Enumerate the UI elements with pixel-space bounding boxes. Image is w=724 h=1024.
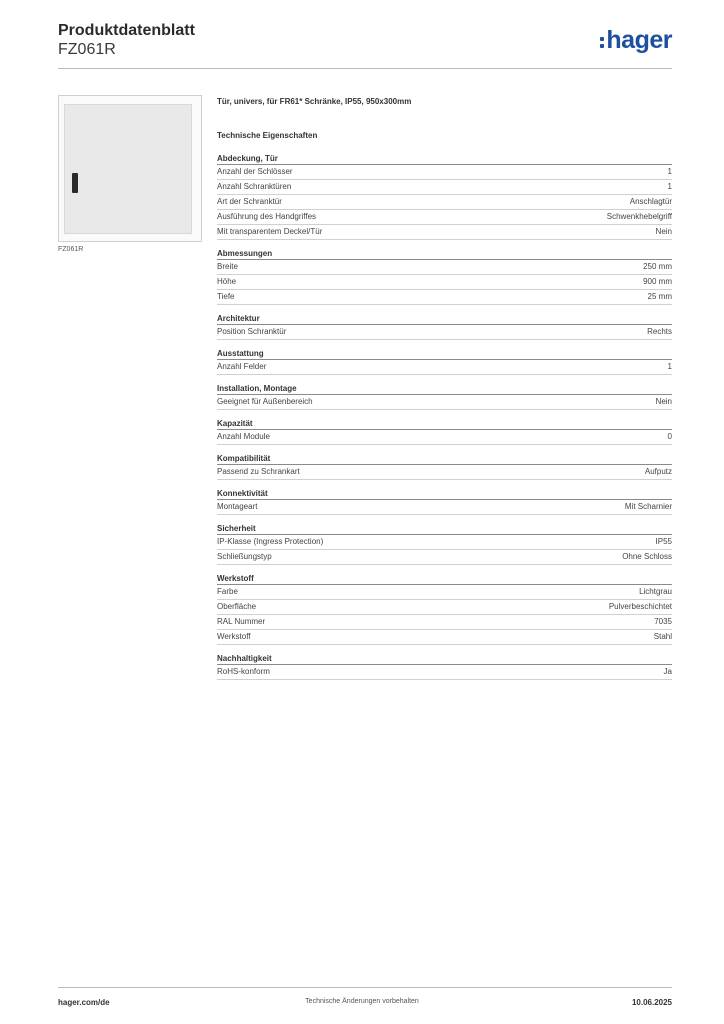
spec-row: [217, 665, 672, 680]
spec-row: [217, 500, 672, 515]
spec-row: [217, 585, 672, 600]
spec-value: 25 mm: [647, 292, 672, 301]
spec-label: Schließungstyp: [217, 552, 272, 561]
spec-label: Geeignet für Außenbereich: [217, 397, 313, 406]
spec-value: Nein: [655, 397, 672, 406]
spec-value: Lichtgrau: [639, 587, 672, 596]
spec-section: [217, 524, 672, 565]
logo-dots-icon: [600, 37, 604, 48]
spec-value: 1: [667, 182, 672, 191]
header-divider: [58, 68, 672, 69]
spec-value: Rechts: [647, 327, 672, 336]
spec-row: [217, 180, 672, 195]
spec-label: Montageart: [217, 502, 258, 511]
product-code: FZ061R: [58, 41, 116, 58]
spec-row: [217, 550, 672, 565]
section-title: Abmessungen: [217, 249, 672, 260]
spec-row: [217, 360, 672, 375]
spec-label: Oberfläche: [217, 602, 257, 611]
spec-label: Anzahl Module: [217, 432, 270, 441]
spec-row: [217, 465, 672, 480]
spec-label: Position Schranktür: [217, 327, 287, 336]
door-handle-icon: [72, 173, 78, 193]
spec-label: RAL Nummer: [217, 617, 266, 626]
spec-label: RoHS-konform: [217, 667, 270, 676]
spec-value: 1: [667, 167, 672, 176]
spec-value: Stahl: [653, 632, 672, 641]
spec-row: [217, 395, 672, 410]
spec-value: Aufputz: [644, 467, 672, 476]
section-title: Nachhaltigkeit: [217, 654, 672, 665]
spec-section: [217, 154, 672, 240]
section-title: Kapazität: [217, 419, 672, 430]
spec-value: 250 mm: [643, 262, 672, 271]
spec-value: Ohne Schloss: [622, 552, 672, 561]
spec-value: Schwenkhebelgriff: [606, 212, 672, 221]
document-title: Produktdatenblatt: [58, 22, 195, 39]
spec-value: 1: [667, 362, 672, 371]
spec-value: Anschlagtür: [629, 197, 672, 206]
spec-label: Farbe: [217, 587, 238, 596]
spec-section: [217, 489, 672, 515]
spec-section: [217, 249, 672, 305]
footer-date: 10.06.2025: [631, 998, 672, 1007]
section-title: Kompatibilität: [217, 454, 672, 465]
spec-section: [217, 454, 672, 480]
spec-value: IP55: [655, 537, 672, 546]
spec-value: Mit Scharnier: [624, 502, 672, 511]
footer-divider: [58, 987, 672, 988]
spec-label: Anzahl Felder: [217, 362, 267, 371]
spec-value: Pulverbeschichtet: [608, 602, 672, 611]
spec-label: Mit transparentem Deckel/Tür: [217, 227, 323, 236]
spec-row: [217, 195, 672, 210]
spec-label: Höhe: [217, 277, 237, 286]
product-image: [58, 95, 202, 242]
page-header: [58, 22, 672, 70]
spec-row: [217, 260, 672, 275]
spec-row: [217, 290, 672, 305]
spec-label: Ausführung des Handgriffes: [217, 212, 317, 221]
technical-properties-heading: Technische Eigenschaften: [217, 131, 318, 140]
spec-section: [217, 654, 672, 680]
door-panel-illustration: [64, 104, 192, 234]
image-caption: FZ061R: [58, 246, 84, 253]
section-title: Installation, Montage: [217, 384, 672, 395]
spec-row: [217, 165, 672, 180]
hager-logo: [600, 28, 672, 53]
spec-label: Tiefe: [217, 292, 235, 301]
footer-website: hager.com/de: [58, 998, 110, 1007]
spec-section: [217, 574, 672, 645]
spec-label: IP-Klasse (Ingress Protection): [217, 537, 324, 546]
spec-row: [217, 535, 672, 550]
spec-row: [217, 600, 672, 615]
spec-value: 7035: [654, 617, 672, 626]
spec-label: Art der Schranktür: [217, 197, 282, 206]
spec-section: [217, 419, 672, 445]
section-title: Architektur: [217, 314, 672, 325]
section-title: Ausstattung: [217, 349, 672, 360]
spec-value: 900 mm: [643, 277, 672, 286]
section-title: Abdeckung, Tür: [217, 154, 672, 165]
spec-row: [217, 325, 672, 340]
specification-sections: [217, 154, 672, 680]
section-title: Sicherheit: [217, 524, 672, 535]
spec-row: [217, 275, 672, 290]
spec-row: [217, 430, 672, 445]
spec-row: [217, 615, 672, 630]
spec-row: [217, 630, 672, 645]
spec-label: Werkstoff: [217, 632, 251, 641]
spec-label: Anzahl Schranktüren: [217, 182, 292, 191]
spec-section: [217, 384, 672, 410]
section-title: Konnektivität: [217, 489, 672, 500]
spec-label: Passend zu Schrankart: [217, 467, 300, 476]
spec-row: [217, 225, 672, 240]
spec-value: 0: [667, 432, 672, 441]
spec-value: Ja: [663, 667, 672, 676]
spec-section: [217, 314, 672, 340]
spec-section: [217, 349, 672, 375]
spec-label: Anzahl der Schlösser: [217, 167, 293, 176]
footer-disclaimer: Technische Änderungen vorbehalten: [305, 998, 419, 1005]
specification-content: [217, 97, 672, 689]
spec-label: Breite: [217, 262, 238, 271]
logo-wordmark: hager: [606, 26, 672, 54]
spec-value: Nein: [655, 227, 672, 236]
section-title: Werkstoff: [217, 574, 672, 585]
spec-row: [217, 210, 672, 225]
product-description: Tür, univers, für FR61* Schränke, IP55, 950x300mm: [217, 97, 412, 106]
